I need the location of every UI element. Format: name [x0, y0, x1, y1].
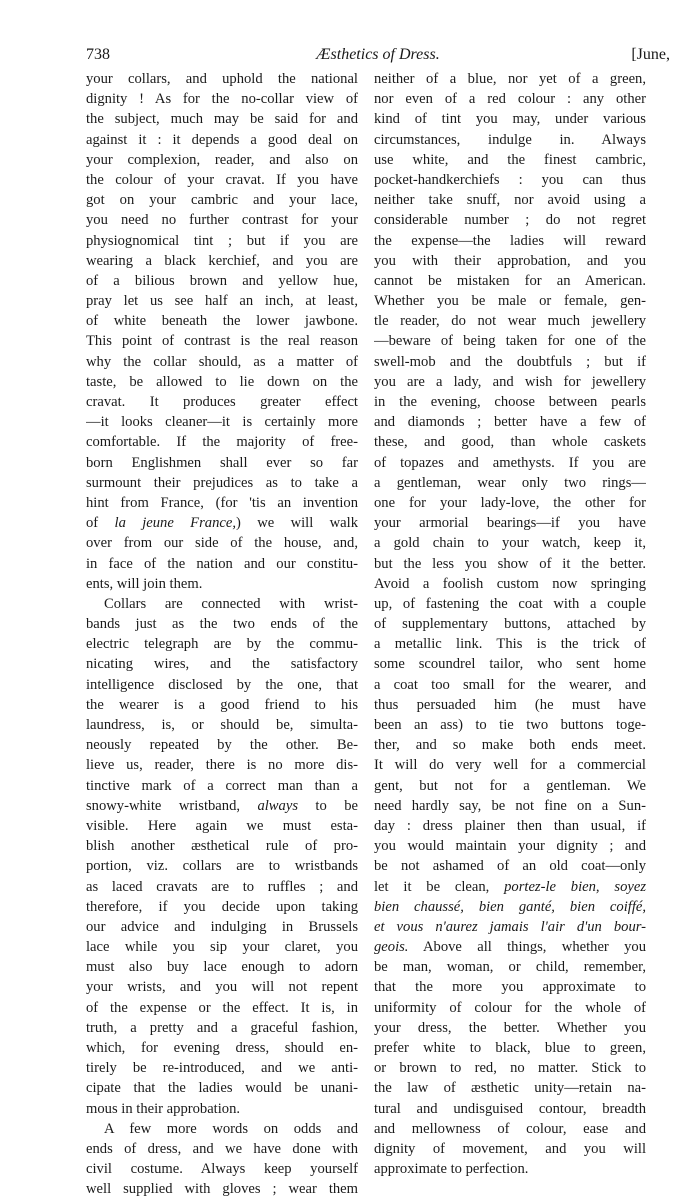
text-line [374, 897, 646, 917]
text-line: been an ass) to tie two buttons toge- [374, 717, 646, 733]
text-line: lace while you sip your claret, you [86, 939, 358, 956]
text-line: in the evening, choose between pearls [374, 394, 646, 410]
text-line: your wrists, and you will not repent [86, 979, 358, 996]
italic-phrase: always [257, 797, 298, 814]
text-line: tle reader, do not wear much jewellery [374, 313, 646, 330]
text-line: of a bilious brown and yellow hue, [86, 272, 358, 289]
text-line: pocket-handkerchiefs : you can thus [374, 171, 646, 188]
text-line: that the more you approximate to [374, 979, 646, 996]
text-line: pray let us see half an inch, at least, [86, 293, 358, 310]
running-title: Æsthetics of Dress. [316, 46, 440, 63]
text-line: geois. Above all things, whether you [374, 939, 646, 956]
text-line: let it be clean, portez-le bien, soyez [374, 878, 646, 895]
text-line: considerable number ; do not regret [374, 212, 646, 229]
text-line: ther, and so make both ends meet. [374, 737, 646, 754]
right-text-column [374, 69, 646, 1179]
text-line: the wearer is a good friend to his [86, 696, 358, 713]
text-line: and diamonds ; better have a few of [374, 414, 646, 431]
text-line: your collars, and uphold the national [86, 71, 358, 87]
text-line: kind of tint you may, under various [374, 111, 646, 128]
text-line: over from our side of the house, and, [86, 535, 358, 552]
text-line: neither take snuff, nor avoid using a [374, 192, 646, 209]
text-line: which, for evening dress, should en- [86, 1040, 358, 1056]
text-line: swell-mob and the doubtfuls ; but if [374, 353, 646, 370]
page-number: 738 [86, 46, 110, 63]
text-line: you would maintain your dignity ; and [374, 838, 646, 855]
text-line: surmount their prejudices as to take a [86, 474, 358, 491]
text-line: against it : it depends a good deal on [86, 131, 358, 148]
text-line: as laced cravats are to ruffles ; and [86, 878, 358, 895]
text-line: be not ashamed of an old coat—only [374, 858, 646, 875]
text-line: ents, will join them. [86, 575, 203, 592]
text-line: and mellowness of colour, ease and [374, 1120, 646, 1137]
text-line: snowy-white wristband, always to be [86, 797, 358, 814]
text-line: tinctive mark of a correct man than a [86, 777, 358, 794]
text-line: civil costume. Always keep yourself [86, 1161, 358, 1178]
text-line: in face of the nation and our constitu- [86, 555, 358, 572]
text-line: —beware of being taken for one of the [374, 333, 646, 350]
text-line: prefer white to black, blue to green, [374, 1040, 646, 1056]
text-line: lieve us, reader, there is no more dis- [86, 757, 358, 774]
text-line: tirely be re-introduced, and we anti- [86, 1060, 358, 1077]
text-line: circumstances, indulge in. Always [374, 131, 646, 148]
text-line: wearing a black kerchief, and you are [86, 252, 358, 269]
text-line: of la jeune France,) we will walk [86, 515, 358, 532]
text-line: therefore, if you decide upon taking [86, 898, 358, 915]
text-line: nicating wires, and the satisfactory [86, 656, 358, 673]
text-line: your armorial bearings—if you have [374, 515, 646, 532]
text-line: these, and good, than whole caskets [374, 434, 646, 451]
text-line: Collars are connected with wrist- [104, 595, 358, 612]
text-line: born Englishmen shall ever so far [86, 454, 358, 471]
text-line: Avoid a foolish custom now springing [374, 575, 646, 592]
issue-month: [June, [631, 46, 670, 63]
text-line: Whether you be male or female, gen- [374, 293, 646, 310]
text-line: visible. Here again we must esta- [86, 817, 358, 834]
text-line: cravat. It produces greater effect [86, 394, 358, 410]
text-line: a metallic link. This is the trick of [374, 636, 646, 653]
text-line: A few more words on odds and [104, 1120, 358, 1137]
text-line: truth, a pretty and a graceful fashion, [86, 1019, 358, 1036]
text-line: one for your lady-love, the other for [374, 494, 646, 511]
text-line: must also buy lace enough to adorn [86, 959, 358, 976]
text-line: of topazes and amethysts. If you are [374, 454, 646, 471]
text-line: a gentleman, wear only two rings— [374, 474, 646, 491]
text-line: you with their approbation, and you [374, 252, 646, 269]
text-line: nor even of a red colour : any other [374, 91, 646, 108]
text-line: the law of æsthetic unity—retain na- [374, 1080, 646, 1097]
text-line: —it looks cleaner—it is certainly more [86, 414, 358, 431]
text-line: neither of a blue, nor yet of a green, [374, 71, 646, 87]
text-line: approximate to perfection. [374, 1161, 529, 1178]
italic-phrase: geois. [374, 939, 409, 956]
text-line: day : dress plainer then than usual, if [374, 817, 646, 834]
text-line: got on your cambric and your lace, [86, 192, 358, 209]
text-line: It will do very well for a commercial [374, 757, 646, 774]
text-line: ends of dress, and we have done with [86, 1140, 358, 1157]
text-line: be man, woman, or child, remember, [374, 959, 646, 976]
text-line: your dress, the better. Whether you [374, 1019, 646, 1036]
text-line: electric telegraph are by the commu- [86, 636, 358, 653]
text-line: but the less you show of it the better. [374, 555, 646, 572]
italic-phrase: la jeune France, [114, 515, 236, 532]
text-line: uniformity of colour for the whole of [374, 999, 646, 1016]
text-line: mous in their approbation. [86, 1100, 241, 1117]
text-line: use white, and the finest cambric, [374, 151, 646, 168]
text-line: the subject, much may be said for and [86, 111, 358, 128]
text-line: blish another æsthetical rule of pro- [86, 838, 358, 855]
text-line: our advice and indulging in Brussels [86, 918, 358, 935]
text-line: physiognomical tint ; but if you are [86, 232, 358, 249]
text-line: gent, but not for a gentleman. We [374, 777, 646, 794]
text-line: laundress, is, or should be, simulta- [86, 717, 358, 733]
text-line: a gold chain to your watch, keep it, [374, 535, 646, 552]
text-line: you are a lady, and wish for jewellery [374, 373, 646, 390]
text-line: need hardly say, be not fine on a Sun- [374, 797, 646, 814]
text-line: tural and undisguised contour, breadth [374, 1100, 646, 1117]
text-line: dignity ! As for the no-collar view of [86, 91, 358, 108]
italic-phrase: portez-le bien, soyez [504, 878, 646, 895]
text-line: dignity of movement, and you will [374, 1140, 646, 1157]
text-line: you need no further contrast for your [86, 212, 358, 229]
text-line: of the expense or the effect. It is, in [86, 999, 358, 1016]
text-line: hint from France, (for 'tis an invention [86, 494, 358, 511]
text-line: or brown to red, no matter. Stick to [374, 1060, 646, 1077]
text-line [374, 917, 646, 937]
page-header [86, 46, 670, 68]
text-line: of white beneath the lower jawbone. [86, 313, 358, 330]
text-line: neously repeated by the other. Be- [86, 737, 358, 754]
text-line: comfortable. If the majority of free- [86, 434, 358, 451]
left-text-column [86, 69, 358, 1200]
text-line: the expense—the ladies will reward [374, 232, 646, 249]
text-line: some scoundrel tailor, who sent home [374, 656, 646, 673]
text-line: your complexion, reader, and also on [86, 151, 358, 168]
text-line: thus persuaded him (he must have [374, 696, 646, 713]
text-line: a coat too small for the wearer, and [374, 676, 646, 693]
text-line: portion, viz. collars are to wristbands [86, 858, 358, 875]
text-line: taste, be allowed to lie down on the [86, 373, 358, 390]
italic-phrase: et vous n'aurez jamais l'air d'un bour- [374, 918, 646, 935]
text-line: cipate that the ladies would be unani- [86, 1080, 358, 1097]
text-line: cannot be mistaken for an American. [374, 272, 646, 289]
italic-phrase: bien chaussé, bien ganté, bien coiffé, [374, 898, 646, 915]
text-line: of supplementary buttons, attached by [374, 616, 646, 633]
text-line: This point of contrast is the real reason [86, 333, 358, 350]
text-line: well supplied with gloves ; wear them [86, 1181, 358, 1198]
text-line: the colour of your cravat. If you have [86, 171, 358, 188]
text-line: intelligence disclosed by the one, that [86, 676, 358, 693]
text-line: why the collar should, as a matter of [86, 353, 358, 370]
text-line: bands just as the two ends of the [86, 616, 358, 633]
text-line: up, of fastening the coat with a couple [374, 595, 646, 612]
